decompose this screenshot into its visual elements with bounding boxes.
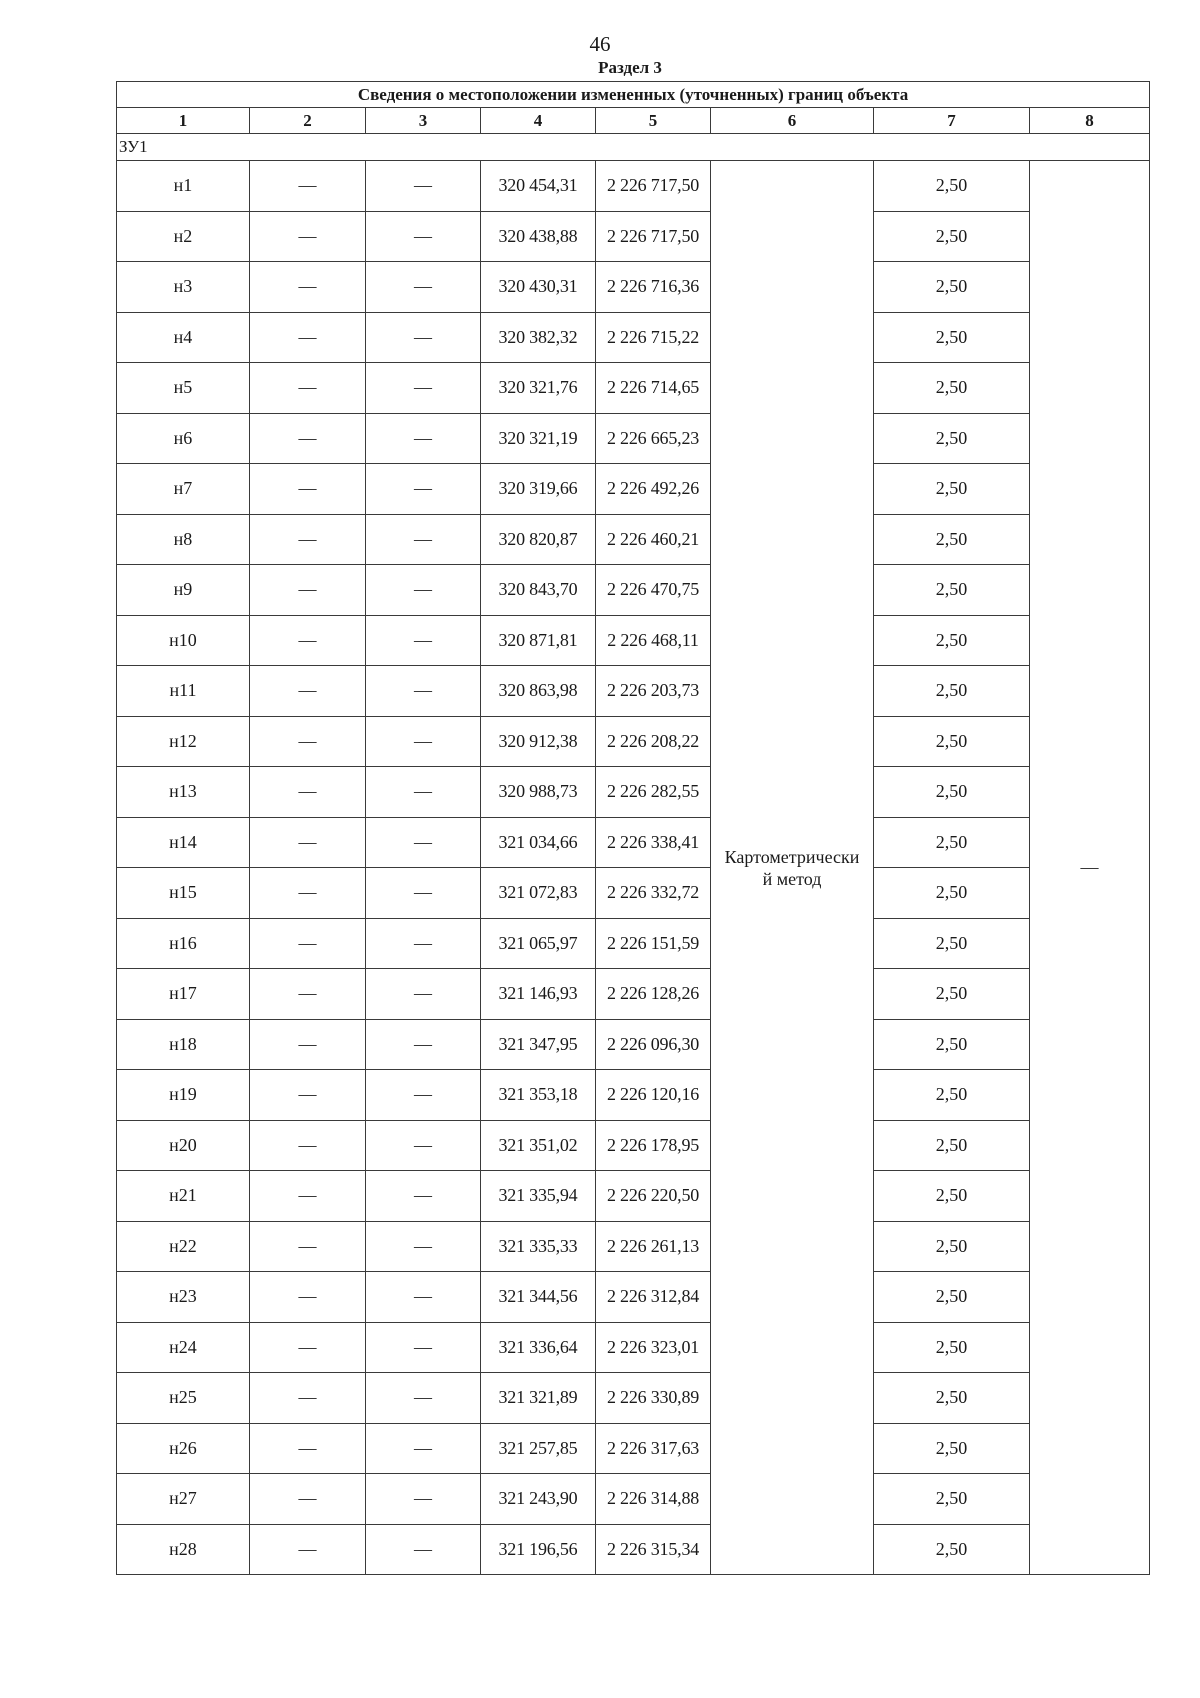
y-coordinate: 2 226 096,30 bbox=[596, 1019, 711, 1070]
col2-value: — bbox=[250, 211, 366, 262]
method-line-1: Картометрически bbox=[724, 846, 860, 867]
y-coordinate: 2 226 261,13 bbox=[596, 1221, 711, 1272]
x-coordinate: 321 344,56 bbox=[481, 1272, 596, 1323]
table-row bbox=[117, 1272, 1150, 1323]
y-coordinate: 2 226 317,63 bbox=[596, 1423, 711, 1474]
table-row bbox=[117, 1322, 1150, 1373]
col2-value: — bbox=[250, 514, 366, 565]
table-row bbox=[117, 565, 1150, 616]
col3-value: — bbox=[366, 918, 481, 969]
table-row bbox=[117, 1474, 1150, 1525]
column-number-5: 5 bbox=[596, 108, 711, 134]
table-row bbox=[117, 666, 1150, 717]
point-number: н6 bbox=[117, 413, 250, 464]
point-number: н17 bbox=[117, 969, 250, 1020]
col2-value: — bbox=[250, 1171, 366, 1222]
y-coordinate: 2 226 128,26 bbox=[596, 969, 711, 1020]
table-row bbox=[117, 1070, 1150, 1121]
point-number: н12 bbox=[117, 716, 250, 767]
column-number-4: 4 bbox=[481, 108, 596, 134]
point-number: н3 bbox=[117, 262, 250, 313]
col2-value: — bbox=[250, 666, 366, 717]
point-number: н18 bbox=[117, 1019, 250, 1070]
table-row bbox=[117, 817, 1150, 868]
table-body bbox=[117, 82, 1150, 1575]
col3-value: — bbox=[366, 1221, 481, 1272]
table-row bbox=[117, 1423, 1150, 1474]
point-number: н26 bbox=[117, 1423, 250, 1474]
col2-value: — bbox=[250, 868, 366, 919]
table-caption: Сведения о местоположении измененных (уточненных) границ объекта bbox=[117, 82, 1150, 108]
table-row bbox=[117, 716, 1150, 767]
col2-value: — bbox=[250, 464, 366, 515]
y-coordinate: 2 226 716,36 bbox=[596, 262, 711, 313]
x-coordinate: 320 454,31 bbox=[481, 161, 596, 212]
col3-value: — bbox=[366, 1474, 481, 1525]
col3-value: — bbox=[366, 413, 481, 464]
col3-value: — bbox=[366, 1373, 481, 1424]
accuracy-value: 2,50 bbox=[874, 817, 1030, 868]
table-row bbox=[117, 363, 1150, 414]
accuracy-value: 2,50 bbox=[874, 1019, 1030, 1070]
x-coordinate: 320 319,66 bbox=[481, 464, 596, 515]
col2-value: — bbox=[250, 161, 366, 212]
col2-value: — bbox=[250, 262, 366, 313]
col3-value: — bbox=[366, 1322, 481, 1373]
col3-value: — bbox=[366, 211, 481, 262]
y-coordinate: 2 226 460,21 bbox=[596, 514, 711, 565]
x-coordinate: 321 257,85 bbox=[481, 1423, 596, 1474]
point-number: н13 bbox=[117, 767, 250, 818]
point-number: н23 bbox=[117, 1272, 250, 1323]
col3-value: — bbox=[366, 1019, 481, 1070]
accuracy-value: 2,50 bbox=[874, 767, 1030, 818]
table-row bbox=[117, 211, 1150, 262]
column-number-3: 3 bbox=[366, 108, 481, 134]
y-coordinate: 2 226 120,16 bbox=[596, 1070, 711, 1121]
column-number-8: 8 bbox=[1030, 108, 1150, 134]
x-coordinate: 320 863,98 bbox=[481, 666, 596, 717]
x-coordinate: 321 034,66 bbox=[481, 817, 596, 868]
accuracy-value: 2,50 bbox=[874, 615, 1030, 666]
col3-value: — bbox=[366, 1070, 481, 1121]
point-number: н7 bbox=[117, 464, 250, 515]
x-coordinate: 321 065,97 bbox=[481, 918, 596, 969]
point-number: н28 bbox=[117, 1524, 250, 1575]
x-coordinate: 321 347,95 bbox=[481, 1019, 596, 1070]
col3-value: — bbox=[366, 767, 481, 818]
table-row bbox=[117, 1171, 1150, 1222]
accuracy-value: 2,50 bbox=[874, 666, 1030, 717]
y-coordinate: 2 226 332,72 bbox=[596, 868, 711, 919]
accuracy-value: 2,50 bbox=[874, 1423, 1030, 1474]
y-coordinate: 2 226 323,01 bbox=[596, 1322, 711, 1373]
y-coordinate: 2 226 312,84 bbox=[596, 1272, 711, 1323]
x-coordinate: 321 336,64 bbox=[481, 1322, 596, 1373]
accuracy-value: 2,50 bbox=[874, 918, 1030, 969]
col2-value: — bbox=[250, 969, 366, 1020]
point-number: н14 bbox=[117, 817, 250, 868]
table-row bbox=[117, 868, 1150, 919]
section-title: Раздел 3 bbox=[598, 58, 662, 77]
point-number: н1 bbox=[117, 161, 250, 212]
y-coordinate: 2 226 338,41 bbox=[596, 817, 711, 868]
point-number: н8 bbox=[117, 514, 250, 565]
method-line-2: й метод bbox=[762, 868, 822, 889]
col2-value: — bbox=[250, 615, 366, 666]
point-number: н22 bbox=[117, 1221, 250, 1272]
x-coordinate: 321 146,93 bbox=[481, 969, 596, 1020]
column-number-2: 2 bbox=[250, 108, 366, 134]
x-coordinate: 320 912,38 bbox=[481, 716, 596, 767]
y-coordinate: 2 226 314,88 bbox=[596, 1474, 711, 1525]
accuracy-value: 2,50 bbox=[874, 716, 1030, 767]
x-coordinate: 320 321,19 bbox=[481, 413, 596, 464]
col3-value: — bbox=[366, 615, 481, 666]
point-number: н10 bbox=[117, 615, 250, 666]
point-number: н2 bbox=[117, 211, 250, 262]
x-coordinate: 320 430,31 bbox=[481, 262, 596, 313]
point-number: н11 bbox=[117, 666, 250, 717]
y-coordinate: 2 226 220,50 bbox=[596, 1171, 711, 1222]
col3-value: — bbox=[366, 817, 481, 868]
y-coordinate: 2 226 203,73 bbox=[596, 666, 711, 717]
point-number: н21 bbox=[117, 1171, 250, 1222]
col2-value: — bbox=[250, 767, 366, 818]
accuracy-value: 2,50 bbox=[874, 1524, 1030, 1575]
col3-value: — bbox=[366, 1120, 481, 1171]
y-coordinate: 2 226 315,34 bbox=[596, 1524, 711, 1575]
x-coordinate: 320 438,88 bbox=[481, 211, 596, 262]
y-coordinate: 2 226 714,65 bbox=[596, 363, 711, 414]
col2-value: — bbox=[250, 1322, 366, 1373]
col2-value: — bbox=[250, 716, 366, 767]
group-row bbox=[117, 134, 1150, 161]
y-coordinate: 2 226 208,22 bbox=[596, 716, 711, 767]
table-row bbox=[117, 1373, 1150, 1424]
accuracy-value: 2,50 bbox=[874, 1272, 1030, 1323]
x-coordinate: 320 820,87 bbox=[481, 514, 596, 565]
col3-value: — bbox=[366, 312, 481, 363]
table-row bbox=[117, 1019, 1150, 1070]
column-number-6: 6 bbox=[711, 108, 874, 134]
column-number-7: 7 bbox=[874, 108, 1030, 134]
col3-value: — bbox=[366, 666, 481, 717]
table-row bbox=[117, 312, 1150, 363]
x-coordinate: 321 353,18 bbox=[481, 1070, 596, 1121]
col2-value: — bbox=[250, 1070, 366, 1121]
point-number: н16 bbox=[117, 918, 250, 969]
col2-value: — bbox=[250, 1272, 366, 1323]
point-number: н9 bbox=[117, 565, 250, 616]
col2-value: — bbox=[250, 1019, 366, 1070]
accuracy-value: 2,50 bbox=[874, 868, 1030, 919]
x-coordinate: 320 988,73 bbox=[481, 767, 596, 818]
x-coordinate: 320 321,76 bbox=[481, 363, 596, 414]
point-number: н20 bbox=[117, 1120, 250, 1171]
y-coordinate: 2 226 717,50 bbox=[596, 211, 711, 262]
y-coordinate: 2 226 282,55 bbox=[596, 767, 711, 818]
x-coordinate: 320 382,32 bbox=[481, 312, 596, 363]
y-coordinate: 2 226 468,11 bbox=[596, 615, 711, 666]
table-row bbox=[117, 918, 1150, 969]
col2-value: — bbox=[250, 1120, 366, 1171]
point-number: н27 bbox=[117, 1474, 250, 1525]
col3-value: — bbox=[366, 1171, 481, 1222]
point-number: н25 bbox=[117, 1373, 250, 1424]
accuracy-value: 2,50 bbox=[874, 1373, 1030, 1424]
y-coordinate: 2 226 492,26 bbox=[596, 464, 711, 515]
table-row bbox=[117, 413, 1150, 464]
column-number-row bbox=[117, 108, 1150, 134]
x-coordinate: 320 871,81 bbox=[481, 615, 596, 666]
accuracy-value: 2,50 bbox=[874, 514, 1030, 565]
column-number-1: 1 bbox=[117, 108, 250, 134]
table-row bbox=[117, 161, 1150, 212]
y-coordinate: 2 226 470,75 bbox=[596, 565, 711, 616]
page-number: 46 bbox=[589, 32, 611, 56]
table-row bbox=[117, 514, 1150, 565]
point-number: н15 bbox=[117, 868, 250, 919]
col2-value: — bbox=[250, 1423, 366, 1474]
col2-value: — bbox=[250, 1221, 366, 1272]
col2-value: — bbox=[250, 817, 366, 868]
accuracy-value: 2,50 bbox=[874, 161, 1030, 212]
accuracy-value: 2,50 bbox=[874, 464, 1030, 515]
col3-value: — bbox=[366, 565, 481, 616]
point-number: н24 bbox=[117, 1322, 250, 1373]
table-row bbox=[117, 1221, 1150, 1272]
accuracy-value: 2,50 bbox=[874, 312, 1030, 363]
col3-value: — bbox=[366, 161, 481, 212]
col2-value: — bbox=[250, 413, 366, 464]
col2-value: — bbox=[250, 1524, 366, 1575]
y-coordinate: 2 226 151,59 bbox=[596, 918, 711, 969]
x-coordinate: 321 243,90 bbox=[481, 1474, 596, 1525]
col3-value: — bbox=[366, 514, 481, 565]
accuracy-value: 2,50 bbox=[874, 413, 1030, 464]
x-coordinate: 321 351,02 bbox=[481, 1120, 596, 1171]
col3-value: — bbox=[366, 1524, 481, 1575]
table-row bbox=[117, 1524, 1150, 1575]
y-coordinate: 2 226 330,89 bbox=[596, 1373, 711, 1424]
col2-value: — bbox=[250, 1474, 366, 1525]
accuracy-value: 2,50 bbox=[874, 262, 1030, 313]
col8-value: — bbox=[1030, 161, 1150, 1575]
y-coordinate: 2 226 178,95 bbox=[596, 1120, 711, 1171]
table-row bbox=[117, 464, 1150, 515]
table-row bbox=[117, 767, 1150, 818]
col2-value: — bbox=[250, 312, 366, 363]
col3-value: — bbox=[366, 1423, 481, 1474]
y-coordinate: 2 226 665,23 bbox=[596, 413, 711, 464]
col3-value: — bbox=[366, 716, 481, 767]
col3-value: — bbox=[366, 969, 481, 1020]
table-row bbox=[117, 262, 1150, 313]
method-cell bbox=[711, 161, 874, 1575]
col3-value: — bbox=[366, 464, 481, 515]
table-row bbox=[117, 1120, 1150, 1171]
y-coordinate: 2 226 717,50 bbox=[596, 161, 711, 212]
col2-value: — bbox=[250, 918, 366, 969]
col3-value: — bbox=[366, 1272, 481, 1323]
col3-value: — bbox=[366, 868, 481, 919]
point-number: н5 bbox=[117, 363, 250, 414]
x-coordinate: 321 196,56 bbox=[481, 1524, 596, 1575]
coordinates-table bbox=[116, 81, 1150, 1575]
col2-value: — bbox=[250, 363, 366, 414]
accuracy-value: 2,50 bbox=[874, 1221, 1030, 1272]
col3-value: — bbox=[366, 363, 481, 414]
accuracy-value: 2,50 bbox=[874, 211, 1030, 262]
y-coordinate: 2 226 715,22 bbox=[596, 312, 711, 363]
accuracy-value: 2,50 bbox=[874, 1171, 1030, 1222]
x-coordinate: 321 335,33 bbox=[481, 1221, 596, 1272]
x-coordinate: 321 335,94 bbox=[481, 1171, 596, 1222]
group-label: ЗУ1 bbox=[117, 134, 1150, 161]
col2-value: — bbox=[250, 1373, 366, 1424]
point-number: н19 bbox=[117, 1070, 250, 1121]
col3-value: — bbox=[366, 262, 481, 313]
x-coordinate: 321 321,89 bbox=[481, 1373, 596, 1424]
x-coordinate: 321 072,83 bbox=[481, 868, 596, 919]
point-number: н4 bbox=[117, 312, 250, 363]
table-row bbox=[117, 969, 1150, 1020]
accuracy-value: 2,50 bbox=[874, 1070, 1030, 1121]
x-coordinate: 320 843,70 bbox=[481, 565, 596, 616]
accuracy-value: 2,50 bbox=[874, 969, 1030, 1020]
accuracy-value: 2,50 bbox=[874, 1474, 1030, 1525]
accuracy-value: 2,50 bbox=[874, 363, 1030, 414]
table-row bbox=[117, 615, 1150, 666]
accuracy-value: 2,50 bbox=[874, 565, 1030, 616]
table-caption-row bbox=[117, 82, 1150, 108]
accuracy-value: 2,50 bbox=[874, 1120, 1030, 1171]
accuracy-value: 2,50 bbox=[874, 1322, 1030, 1373]
col2-value: — bbox=[250, 565, 366, 616]
